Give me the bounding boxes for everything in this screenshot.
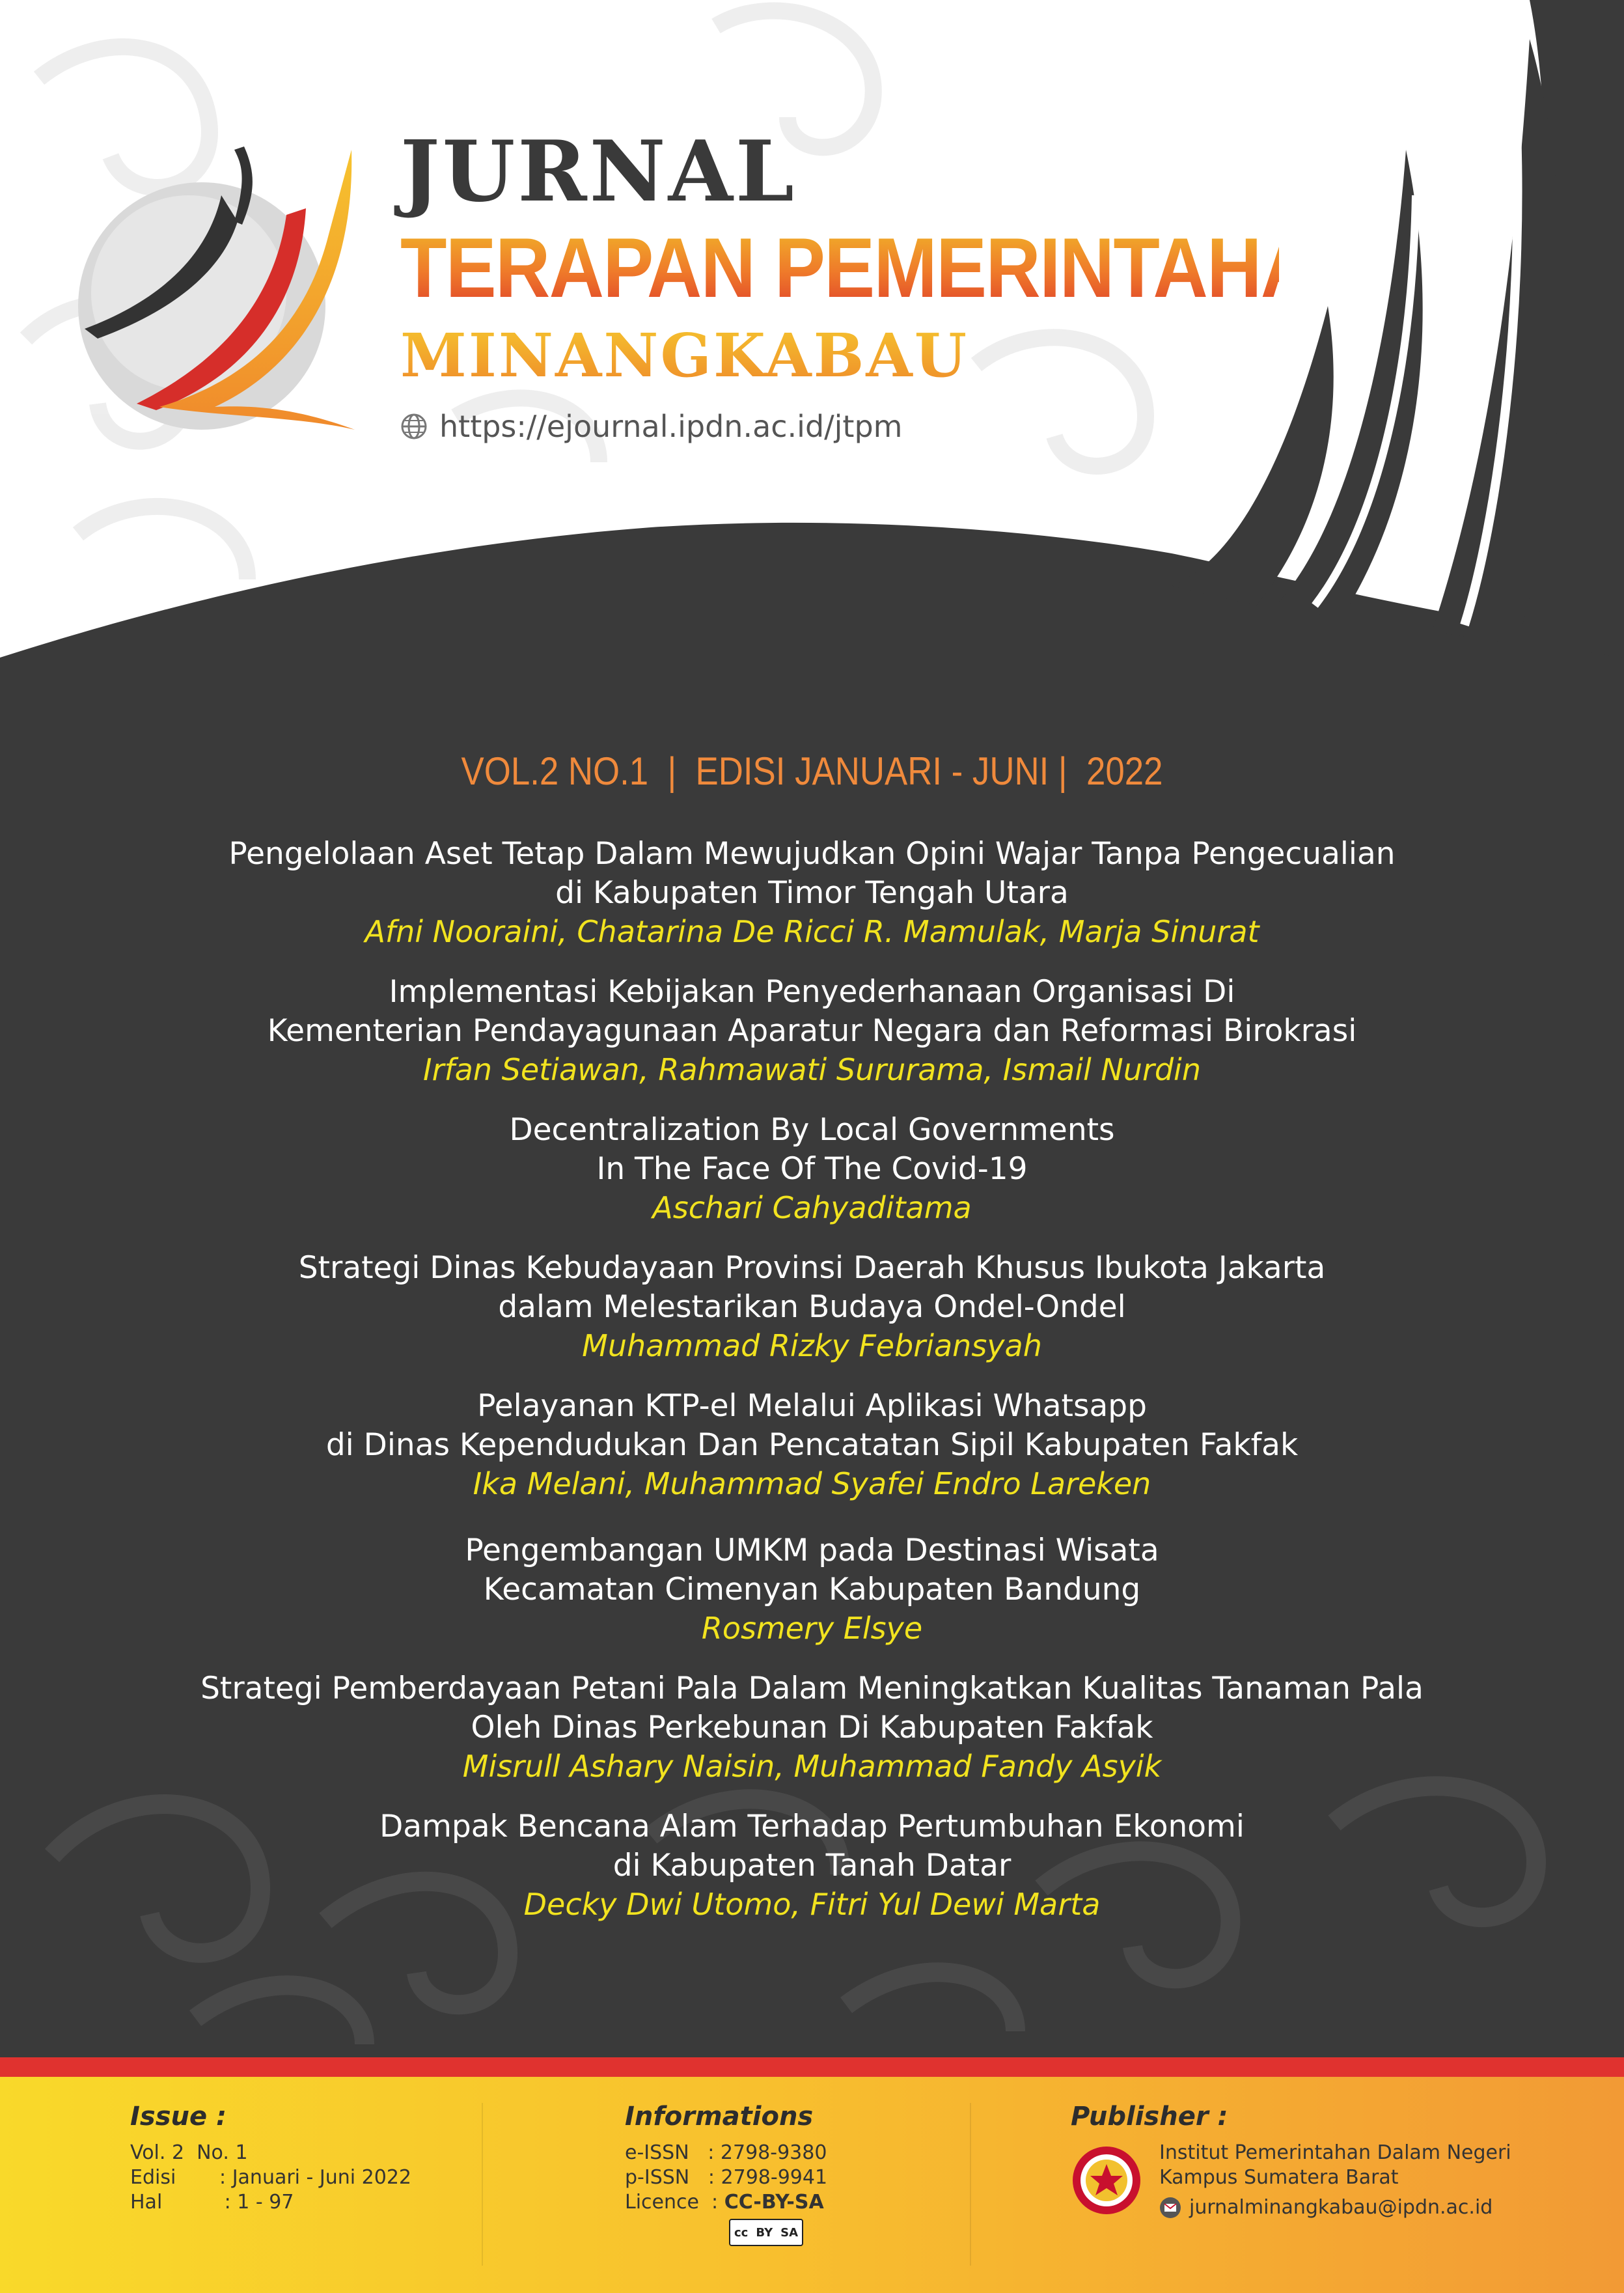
footer-band bbox=[0, 2077, 1624, 2293]
article-title-line: Kementerian Pendayagunaan Aparatur Negara dan Reformasi Birokrasi bbox=[267, 1013, 1357, 1049]
article-title-line: Kecamatan Cimenyan Kabupaten Bandung bbox=[483, 1572, 1141, 1607]
article-authors: Decky Dwi Utomo, Fitri Yul Dewi Marta bbox=[523, 1887, 1101, 1922]
article-title-line: dalam Melestarikan Budaya Ondel-Ondel bbox=[498, 1289, 1126, 1325]
footer-divider bbox=[970, 2103, 971, 2266]
publisher-heading: Publisher : bbox=[1071, 2102, 1228, 2132]
article-authors: Aschari Cahyaditama bbox=[652, 1190, 972, 1225]
mail-icon bbox=[1159, 2197, 1181, 2219]
publisher-email-row[interactable] bbox=[1159, 2195, 1511, 2220]
eissn-value: 2798-9380 bbox=[720, 2141, 827, 2164]
licence-label: Licence : bbox=[625, 2191, 719, 2214]
article-title-line: Implementasi Kebijakan Penyederhanaan Organisasi Di bbox=[389, 974, 1235, 1010]
pissn-row bbox=[625, 2165, 827, 2190]
issue-row: Vol. 2 No. 1 bbox=[130, 2141, 248, 2164]
masthead bbox=[400, 123, 1377, 444]
publisher-name-line2: Kampus Sumatera Barat bbox=[1159, 2166, 1399, 2189]
article-item bbox=[98, 1669, 1526, 1785]
article-item bbox=[98, 835, 1526, 951]
article-title-line: di Kabupaten Tanah Datar bbox=[612, 1848, 1012, 1883]
footer-divider bbox=[482, 2103, 483, 2266]
issue-block bbox=[130, 2102, 411, 2215]
article-authors: Irfan Setiawan, Rahmawati Sururama, Ismail Nurdin bbox=[423, 1052, 1201, 1087]
journal-title-line3: MINANGKABAU bbox=[400, 326, 1377, 385]
article-authors: Misrull Ashary Naisin, Muhammad Fandy Asyik bbox=[462, 1749, 1162, 1784]
cc-badge-sa: SA bbox=[780, 2225, 799, 2240]
article-item bbox=[98, 1249, 1526, 1365]
article-title-line: di Kabupaten Timor Tengah Utara bbox=[555, 875, 1069, 911]
article-authors: Muhammad Rizky Febriansyah bbox=[582, 1328, 1042, 1363]
cc-badge-by: BY bbox=[756, 2225, 773, 2240]
article-item bbox=[98, 1387, 1526, 1503]
ipdn-seal-icon bbox=[1071, 2145, 1142, 2216]
article-authors: Rosmery Elsye bbox=[701, 1611, 923, 1646]
article-title-line: Oleh Dinas Perkebunan Di Kabupaten Fakfak bbox=[471, 1710, 1153, 1745]
article-title-line: di Dinas Kependudukan Dan Pencatatan Sipil Kabupaten Fakfak bbox=[325, 1427, 1299, 1463]
publisher-block bbox=[1071, 2102, 1511, 2220]
journal-url-row[interactable] bbox=[400, 409, 1377, 444]
informations-heading: Informations bbox=[625, 2102, 814, 2132]
journal-title-line2: TERAPAN PEMERINTAHAN bbox=[400, 220, 1369, 315]
article-item bbox=[98, 1111, 1526, 1227]
article-authors: Afni Nooraini, Chatarina De Ricci R. Mamulak, Marja Sinurat bbox=[365, 914, 1259, 949]
licence-value: CC-BY-SA bbox=[724, 2191, 824, 2214]
article-item bbox=[98, 973, 1526, 1089]
informations-block bbox=[625, 2102, 827, 2246]
publisher-text bbox=[1159, 2141, 1511, 2220]
cc-license-badge-icon[interactable] bbox=[729, 2219, 803, 2246]
licence-row bbox=[625, 2190, 827, 2215]
article-title-line: Pelayanan KTP-el Melalui Aplikasi Whatsapp bbox=[477, 1388, 1147, 1424]
footer-red-stripe bbox=[0, 2057, 1624, 2077]
issue-heading: Issue : bbox=[130, 2102, 227, 2132]
issue-row: Edisi : Januari - Juni 2022 bbox=[130, 2166, 411, 2189]
article-authors: Ika Melani, Muhammad Syafei Endro Lareken bbox=[473, 1466, 1151, 1501]
pissn-value: 2798-9941 bbox=[721, 2166, 828, 2189]
article-title-line: Pengelolaan Aset Tetap Dalam Mewujudkan Opini Wajar Tanpa Pengecualian bbox=[228, 836, 1396, 872]
article-list bbox=[98, 835, 1526, 1923]
issue-row: Hal : 1 - 97 bbox=[130, 2191, 294, 2214]
article-title-line: Decentralization By Local Governments bbox=[509, 1112, 1115, 1148]
article-item bbox=[98, 1807, 1526, 1923]
eissn-label: e-ISSN : bbox=[625, 2141, 715, 2164]
article-title-line: Strategi Dinas Kebudayaan Provinsi Daerah Khusus Ibukota Jakarta bbox=[298, 1250, 1326, 1286]
journal-url-link[interactable]: https://ejournal.ipdn.ac.id/jtpm bbox=[439, 409, 903, 444]
article-title-line: Strategi Pemberdayaan Petani Pala Dalam Meningkatkan Kualitas Tanaman Pala bbox=[200, 1671, 1424, 1706]
article-title-line: In The Face Of The Covid-19 bbox=[596, 1151, 1028, 1187]
publisher-row bbox=[1071, 2141, 1511, 2220]
journal-title-line1: JURNAL bbox=[400, 123, 797, 221]
article-title-line: Pengembangan UMKM pada Destinasi Wisata bbox=[465, 1533, 1159, 1568]
publisher-name-line1: Institut Pemerintahan Dalam Negeri bbox=[1159, 2141, 1511, 2164]
article-item bbox=[98, 1531, 1526, 1647]
publisher-email-link[interactable]: jurnalminangkabau@ipdn.ac.id bbox=[1189, 2196, 1493, 2219]
eissn-row bbox=[625, 2141, 827, 2165]
article-title-line: Dampak Bencana Alam Terhadap Pertumbuhan Ekonomi bbox=[379, 1809, 1245, 1844]
pissn-label: p-ISSN : bbox=[625, 2166, 715, 2189]
globe-icon bbox=[400, 413, 428, 440]
cc-badge-cc: cc bbox=[734, 2225, 749, 2240]
volume-edition-line: VOL.2 NO.1 | EDISI JANUARI - JUNI | 2022 bbox=[461, 749, 1163, 793]
